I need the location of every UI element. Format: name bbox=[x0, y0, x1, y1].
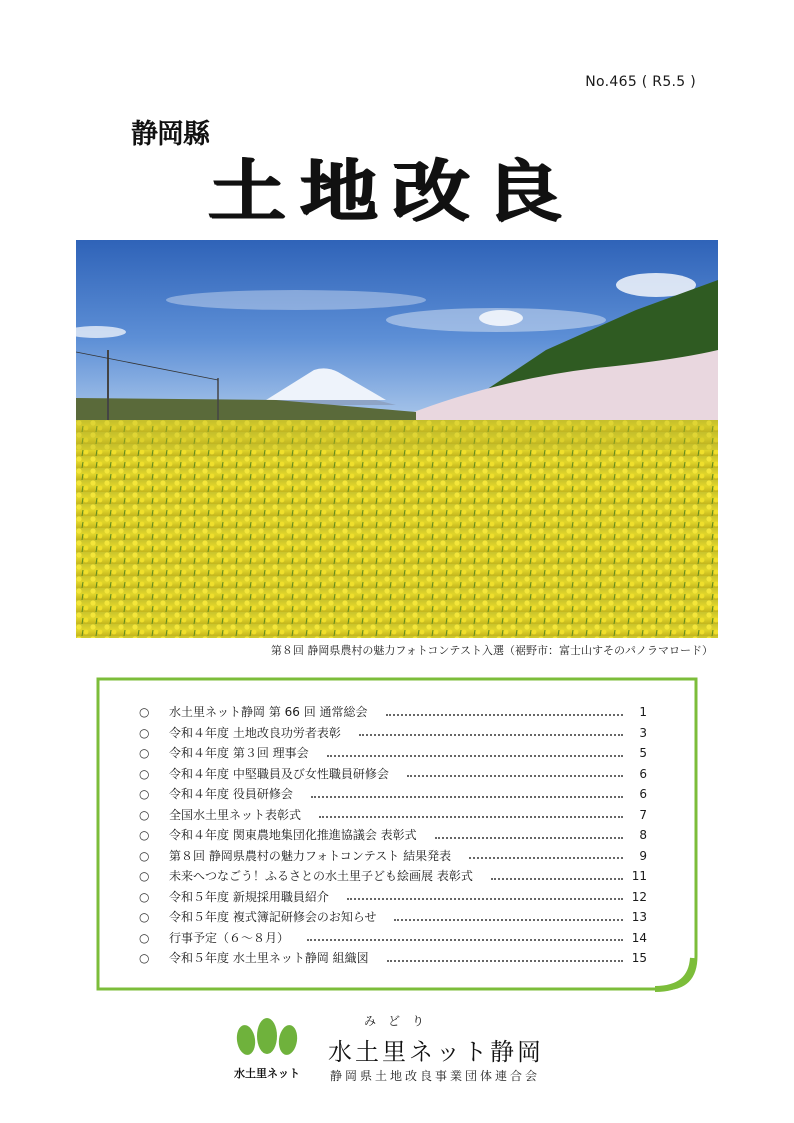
toc-page-number: 1 bbox=[639, 705, 647, 719]
toc-item bbox=[139, 702, 647, 723]
toc-item-title: 水土里ネット静岡 第 66 回 通常総会 bbox=[169, 705, 368, 719]
toc-bullet: ○ bbox=[139, 828, 150, 842]
toc-bullet: ○ bbox=[139, 910, 150, 924]
cover-photo bbox=[76, 240, 718, 638]
toc-item-title: 令和４年度 役員研修会 bbox=[169, 787, 293, 801]
organization-ruby: みどり bbox=[364, 1014, 437, 1028]
toc-item bbox=[139, 928, 647, 949]
toc-item-title: 令和５年度 新規採用職員紹介 bbox=[169, 889, 329, 904]
toc-leader-dots bbox=[311, 795, 623, 798]
toc-page-number: 7 bbox=[639, 807, 647, 822]
toc-bullet: ○ bbox=[139, 951, 150, 965]
organization-logo bbox=[232, 1016, 302, 1082]
toc-page-number: 11 bbox=[631, 869, 647, 883]
toc-item-title: 令和４年度 関東農地集団化推進協議会 表彰式 bbox=[169, 828, 417, 842]
toc-item-title: 全国水土里ネット表彰式 bbox=[169, 807, 302, 822]
logo-text: 水土里ネット bbox=[234, 1067, 300, 1080]
toc-item-title: 令和４年度 第３回 理事会 bbox=[169, 746, 309, 760]
toc-leader-dots bbox=[491, 877, 623, 880]
toc-leader-dots bbox=[327, 754, 623, 757]
toc-page-number: 13 bbox=[631, 910, 647, 924]
toc-leader-dots bbox=[347, 897, 623, 900]
prefecture-label: 静岡縣 bbox=[131, 119, 209, 150]
toc-item-title: 第８回 静岡県農村の魅力フォトコンテスト 結果発表 bbox=[169, 848, 452, 863]
toc-leader-dots bbox=[394, 918, 623, 921]
toc-bullet: ○ bbox=[139, 848, 150, 863]
toc-item bbox=[139, 907, 647, 928]
toc-page-number: 12 bbox=[631, 889, 647, 904]
toc-item-title: 令和５年度 水土里ネット静岡 組織図 bbox=[169, 951, 369, 965]
toc-list bbox=[139, 702, 647, 969]
toc-leader-dots bbox=[359, 733, 623, 736]
toc-page-number: 9 bbox=[639, 848, 647, 863]
toc-bullet: ○ bbox=[139, 889, 150, 904]
toc-bullet: ○ bbox=[139, 766, 150, 781]
toc-item-title: 令和５年度 複式簿記研修会のお知らせ bbox=[169, 910, 377, 924]
toc-item bbox=[139, 866, 647, 887]
toc-item bbox=[139, 948, 647, 969]
toc-bullet: ○ bbox=[139, 746, 150, 760]
organization-full-name: 静岡県土地改良事業団体連合会 bbox=[330, 1069, 541, 1083]
toc-page-number: 3 bbox=[639, 725, 647, 740]
toc-bullet: ○ bbox=[139, 787, 150, 801]
issue-number: No.465 ( R5.5 ) bbox=[585, 74, 696, 90]
toc-page-number: 14 bbox=[631, 930, 647, 945]
photo-caption: 第８回 静岡県農村の魅力フォトコンテスト入選（裾野市：富士山すそのパノラマロード） bbox=[270, 644, 713, 657]
toc-item bbox=[139, 784, 647, 805]
toc-page-number: 6 bbox=[639, 787, 647, 801]
table-of-contents bbox=[95, 676, 699, 992]
organization-name: 水土里ネット静岡 bbox=[328, 1038, 544, 1066]
toc-leader-dots bbox=[386, 713, 623, 716]
toc-page-number: 6 bbox=[639, 766, 647, 781]
toc-leader-dots bbox=[319, 815, 623, 818]
toc-leader-dots bbox=[307, 938, 623, 941]
toc-item bbox=[139, 764, 647, 785]
toc-leader-dots bbox=[407, 774, 623, 777]
toc-page-number: 5 bbox=[639, 746, 647, 760]
toc-item bbox=[139, 846, 647, 867]
toc-item bbox=[139, 723, 647, 744]
toc-bullet: ○ bbox=[139, 869, 150, 883]
toc-item-title: 令和４年度 土地改良功労者表彰 bbox=[169, 725, 341, 740]
toc-item-title: 行事予定（６～８月） bbox=[169, 930, 290, 945]
toc-bullet: ○ bbox=[139, 725, 150, 740]
toc-item bbox=[139, 805, 647, 826]
toc-item-title: 未来へつなごう！ふるさとの水土里子ども絵画展 表彰式 bbox=[169, 869, 473, 883]
toc-leader-dots bbox=[469, 856, 623, 859]
magazine-title: 土地改良 bbox=[208, 152, 577, 231]
toc-item bbox=[139, 825, 647, 846]
toc-page-number: 8 bbox=[639, 828, 647, 842]
toc-bullet: ○ bbox=[139, 930, 150, 945]
toc-bullet: ○ bbox=[139, 807, 150, 822]
toc-bullet: ○ bbox=[139, 705, 150, 719]
toc-page-number: 15 bbox=[631, 951, 647, 965]
toc-leader-dots bbox=[387, 959, 623, 962]
toc-leader-dots bbox=[435, 836, 623, 839]
toc-item-title: 令和４年度 中堅職員及び女性職員研修会 bbox=[169, 766, 389, 781]
toc-item bbox=[139, 887, 647, 908]
toc-item bbox=[139, 743, 647, 764]
